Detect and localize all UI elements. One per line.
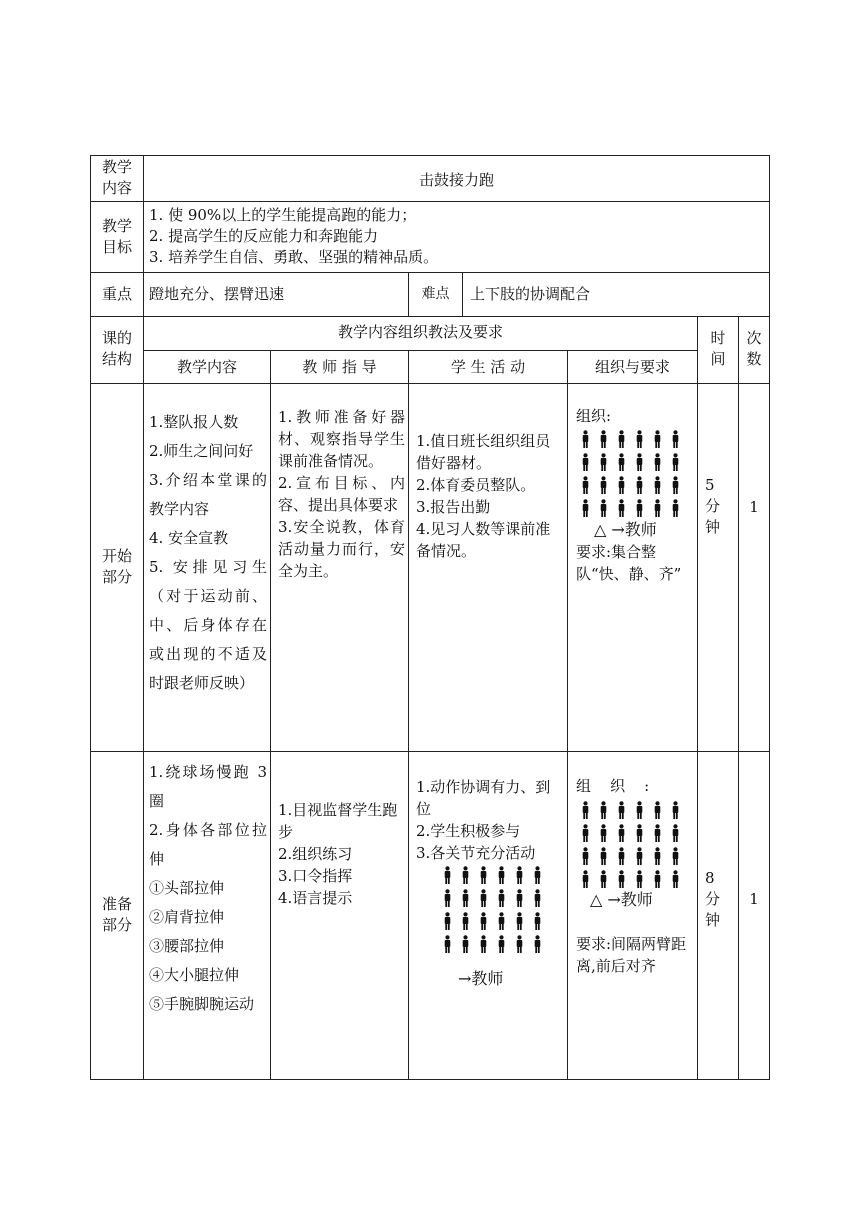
table-border-bottom — [90, 1079, 770, 1080]
person-icon — [580, 847, 591, 865]
person-icon — [580, 499, 591, 517]
person-icon — [478, 866, 489, 884]
start-content: 1.整队报人数 2.师生之间问好 3.介绍本堂课的教学内容 4. 安全宣教 5. 安排见习生（对于运动前、中、后身体存在或出现的不适及时跟老师反映） — [149, 413, 267, 692]
row-divider — [90, 316, 770, 317]
prep-count: 1 — [749, 890, 759, 908]
person-icon — [616, 476, 627, 494]
person-icon — [580, 801, 591, 819]
prep-org-teacher: △ →教师 — [590, 890, 653, 909]
person-icon — [652, 430, 663, 448]
section-prep-label: 准备 部分 — [101, 895, 132, 934]
prep-student: 1.动作协调有力、到位 2.学生积极参与 3.各关节充分活动 — [416, 778, 551, 862]
person-icon — [634, 870, 645, 888]
person-icon — [514, 889, 525, 907]
start-formation — [580, 430, 681, 517]
prep-org-label: 组 织 : — [576, 777, 650, 795]
person-icon — [670, 430, 681, 448]
person-icon — [634, 801, 645, 819]
person-icon — [496, 912, 507, 930]
person-icon — [478, 935, 489, 953]
table-border-top — [90, 155, 770, 156]
person-icon — [532, 935, 543, 953]
person-icon — [652, 476, 663, 494]
person-icon — [598, 801, 609, 819]
start-student: 1.值日班长组织组员借好器材。 2.体育委员整队。 3.报告出勤 4.见习人数等课前准备情况。 — [416, 432, 551, 560]
row-divider — [90, 383, 770, 384]
person-icon — [616, 453, 627, 471]
person-icon — [442, 935, 453, 953]
col-divider — [567, 350, 568, 1080]
person-icon — [634, 847, 645, 865]
start-teacher: 1.教师准备好器材、观察指导学生课前准备情况。 2.宣布目标、内容、提出具体要求 3.安全说教，体育活动量力而行，安全为主。 — [278, 408, 405, 580]
start-count: 1 — [749, 498, 759, 516]
person-icon — [580, 430, 591, 448]
person-icon — [532, 889, 543, 907]
person-icon — [634, 430, 645, 448]
structure-header: 课的 结构 — [101, 329, 132, 368]
person-icon — [580, 870, 591, 888]
person-icon — [532, 866, 543, 884]
col-divider — [143, 155, 144, 1080]
person-icon — [496, 889, 507, 907]
start-time: 5 分 钟 — [705, 476, 721, 536]
person-icon — [580, 453, 591, 471]
person-icon — [670, 499, 681, 517]
key-point-value: 蹬地充分、摆臂迅速 — [149, 285, 285, 303]
person-icon — [616, 801, 627, 819]
col-divider — [270, 350, 271, 1080]
difficulty-value: 上下肢的协调配合 — [470, 285, 591, 303]
goal-item: 1. 使 90%以上的学生能提高跑的能力； — [149, 206, 417, 224]
prep-student-teacher: →教师 — [458, 969, 504, 988]
student-header: 学 生 活 动 — [450, 358, 526, 376]
section-start-label: 开始 部分 — [101, 547, 132, 586]
person-icon — [616, 870, 627, 888]
row-divider — [90, 272, 770, 273]
person-icon — [442, 912, 453, 930]
person-icon — [598, 847, 609, 865]
person-icon — [460, 866, 471, 884]
person-icon — [652, 453, 663, 471]
person-icon — [460, 889, 471, 907]
method-group-header: 教学内容组织教法及要求 — [337, 323, 503, 341]
person-icon — [460, 912, 471, 930]
start-org-teacher: △ →教师 — [594, 520, 657, 539]
goal-item: 3. 培养学生自信、勇敢、坚强的精神品质。 — [149, 248, 439, 266]
person-icon — [598, 453, 609, 471]
key-point-label: 重点 — [101, 285, 132, 303]
person-icon — [670, 453, 681, 471]
person-icon — [652, 824, 663, 842]
person-icon — [598, 476, 609, 494]
person-icon — [598, 870, 609, 888]
col-divider — [462, 272, 463, 317]
person-icon — [460, 935, 471, 953]
prep-time: 8 分 钟 — [705, 869, 721, 929]
start-org-requirement: 要求:集合整队“快、静、齐” — [576, 543, 682, 583]
row-divider — [90, 201, 770, 202]
person-icon — [442, 889, 453, 907]
person-icon — [598, 430, 609, 448]
count-header: 次 数 — [746, 329, 762, 368]
person-icon — [496, 866, 507, 884]
person-icon — [616, 824, 627, 842]
person-icon — [616, 499, 627, 517]
organization-header: 组织与要求 — [594, 358, 670, 376]
person-icon — [598, 824, 609, 842]
person-icon — [580, 476, 591, 494]
content-label: 教学 内容 — [101, 158, 132, 197]
row-divider — [90, 751, 770, 752]
lesson-title: 击鼓接力跑 — [418, 171, 494, 189]
teacher-header: 教 师 指 导 — [302, 358, 377, 376]
person-icon — [652, 801, 663, 819]
person-icon — [616, 847, 627, 865]
person-icon — [670, 824, 681, 842]
person-icon — [670, 476, 681, 494]
person-icon — [478, 912, 489, 930]
person-icon — [478, 889, 489, 907]
person-icon — [652, 870, 663, 888]
person-icon — [598, 499, 609, 517]
prep-org-requirement: 要求:间隔两臂距离,前后对齐 — [576, 935, 687, 975]
person-icon — [652, 847, 663, 865]
person-icon — [532, 912, 543, 930]
person-icon — [634, 453, 645, 471]
goal-item: 2. 提高学生的反应能力和奔跑能力 — [149, 227, 379, 245]
person-icon — [514, 912, 525, 930]
time-header: 时 间 — [710, 329, 726, 368]
prep-teacher: 1.目视监督学生跑步 2.组织练习 3.口令指挥 4.语言提示 — [278, 801, 398, 907]
person-icon — [634, 476, 645, 494]
col-divider — [738, 316, 739, 1080]
person-icon — [514, 935, 525, 953]
table-border-right — [769, 155, 770, 1080]
person-icon — [670, 870, 681, 888]
prep-org-formation — [580, 801, 681, 888]
person-icon — [670, 847, 681, 865]
goals-label: 教学 目标 — [101, 217, 132, 256]
person-icon — [670, 801, 681, 819]
start-org-label: 组织: — [576, 407, 612, 425]
person-icon — [442, 866, 453, 884]
person-icon — [616, 430, 627, 448]
person-icon — [496, 935, 507, 953]
content-header: 教学内容 — [176, 358, 237, 376]
person-icon — [652, 499, 663, 517]
row-divider — [143, 350, 698, 351]
col-divider — [408, 350, 409, 1080]
goals-list — [149, 205, 764, 268]
col-divider — [697, 316, 698, 1080]
person-icon — [514, 866, 525, 884]
prep-content: 1.绕球场慢跑 3 圈 2.身体各部位拉伸 ①头部拉伸 ②肩背拉伸 ③腰部拉伸 ④大小腿拉伸 ⑤手腕脚腕运动 — [149, 763, 267, 1013]
prep-student-formation — [442, 866, 543, 953]
person-icon — [634, 499, 645, 517]
difficulty-label: 难点 — [421, 286, 450, 302]
person-icon — [634, 824, 645, 842]
person-icon — [580, 824, 591, 842]
